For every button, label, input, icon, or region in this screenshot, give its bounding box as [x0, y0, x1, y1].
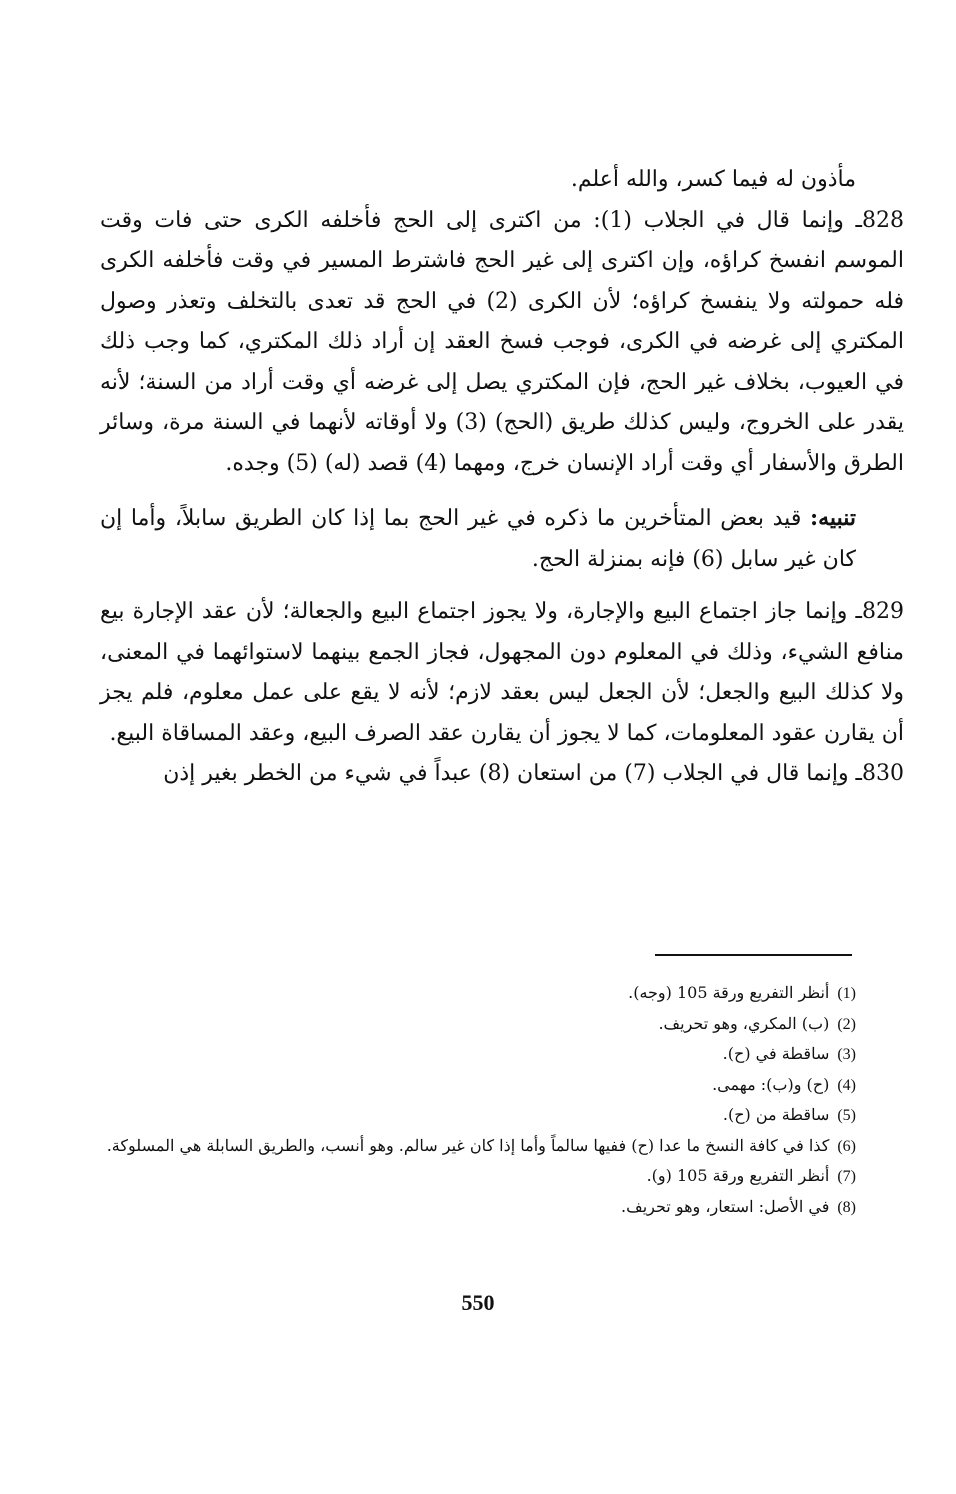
- footnote-number: (2): [837, 1015, 856, 1033]
- footnote-item: [100, 1070, 856, 1101]
- footnote-text: ساقطة من (ح).: [722, 1105, 830, 1124]
- footnotes: [100, 978, 856, 1222]
- footnote-number: (8): [837, 1198, 856, 1216]
- footnote-divider: [655, 954, 852, 956]
- page-number: 550: [461, 1290, 495, 1315]
- footnote-text: كذا في كافة النسخ ما عدا (ح) ففيها سالماً وأما إذا كان غير سالم. وهو أنسب، والطريق السابلة هي المسلوكة.: [106, 1135, 830, 1155]
- footnote-item: [100, 978, 856, 1009]
- footnote-text: أنظر التفريع ورقة 105 (و).: [646, 1166, 830, 1185]
- footnote-number: (7): [837, 1168, 856, 1185]
- footnote-text: في الأصل: استعار، وهو تحريف.: [621, 1196, 830, 1216]
- footnote-item: [100, 1161, 856, 1192]
- footnote-item: [100, 1192, 856, 1223]
- paragraph-828: 828ـ وإنما قال في الجلاب (1): من اكترى إلى الحج فأخلفه الكرى حتى فات وقت الموسم انفسخ كراؤه، وإن اكترى إلى غير الحج فاشترط المسير في وقت فأخلفه الكرى فله حمولته ولا ينفسخ كراؤه؛ لأن الكرى (2) في الحج قد تعدى بالتخلف وتعذر وصول المكتري إلى غرضه في الكرى، فوجب فسخ العقد إن أراد ذلك المكتري، كما وجب ذلك في العيوب، بخلاف غير الحج، فإن المكتري يصل إلى غرضه أي وقت أراد من السنة؛ لأنه يقدر على الخروج، وليس كذلك طريق (الحج) (3) ولا أوقاته لأنهما في السنة مرة، وسائر الطرق والأسفار أي وقت أراد الإنسان خرج، ومهما (4) قصد (له) (5) وجده.: [100, 207, 904, 476]
- footnote-item: [100, 1009, 856, 1040]
- footnote-text: (ح) و(ب): مهمى.: [712, 1074, 830, 1094]
- footnote-item: [100, 1100, 856, 1131]
- footnote-number: (4): [837, 1076, 856, 1094]
- main-text: [100, 160, 904, 795]
- footnote-text: (ب) المكري، وهو تحريف.: [658, 1013, 830, 1033]
- paragraph-830: 830ـ وإنما قال في الجلاب (7) من استعان (8) عبداً في شيء من الخطر بغير إذن: [163, 761, 904, 786]
- footnote-text: أنظر التفريع ورقة 105 (وجه).: [628, 983, 830, 1002]
- footnote-item: [100, 1131, 856, 1162]
- paragraph-829: 829ـ وإنما جاز اجتماع البيع والإجارة، ولا يجوز اجتماع البيع والجعالة؛ لأن عقد الإجارة بيع منافع الشيء، وذلك في المعلوم دون المجهول، فجاز الجمع بينهما لاستوائهما في المعنى، ولا كذلك البيع والجعل؛ لأن الجعل ليس بعقد لازم؛ لأنه لا يقع على عمل معلوم، فلم يجز أن يقارن عقود المعلومات، كما لا يجوز أن يقارن عقد الصرف البيع، وعقد المساقاة البيع.: [100, 599, 904, 746]
- paragraph-continuation: مأذون له فيما كسر، والله أعلم.: [570, 167, 856, 192]
- footnote-number: (5): [837, 1107, 856, 1124]
- footnote-item: [100, 1039, 856, 1070]
- notice-text: قيد بعض المتأخرين ما ذكره في غير الحج بما إذا كان الطريق سابلاً، وأما إن كان غير سابل (6) فإنه بمنزلة الحج.: [100, 506, 856, 572]
- notice-paragraph: [100, 498, 856, 580]
- notice-label: تنبيه:: [810, 505, 856, 531]
- footnote-number: (3): [837, 1046, 856, 1063]
- footnote-text: ساقطة في (ح).: [722, 1044, 830, 1063]
- footnote-number: (6): [837, 1137, 856, 1155]
- footnote-number: (1): [837, 985, 856, 1002]
